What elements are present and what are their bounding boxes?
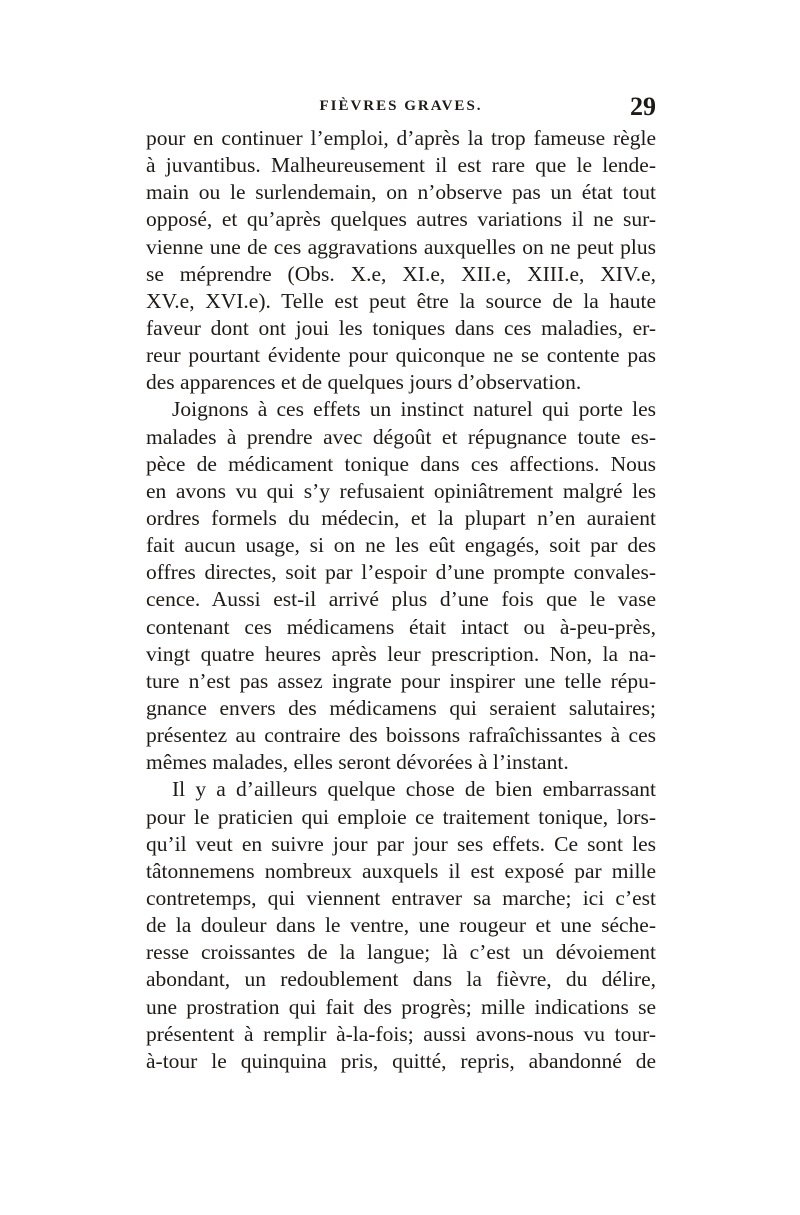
text-line: vingt quatre heures après leur prescription. Non, la na- — [146, 641, 656, 666]
text-line: fait aucun usage, si on ne les eût engagés, soit par des — [146, 533, 656, 558]
text-line: XV.e, XVI.e). Telle est peut être la source de la haute — [146, 288, 656, 313]
paragraph-end-line: des apparences et de quelques jours d’observation. — [146, 370, 582, 395]
text-line: abondant, un redoublement dans la fièvre, du délire, — [146, 967, 656, 992]
paragraph-start-line: Joignons à ces effets un instinct naturel qui porte les — [172, 397, 656, 422]
paragraph-end-line: mêmes malades, elles seront dévorées à l’instant. — [146, 750, 569, 775]
text-line: à-tour le quinquina pris, quitté, repris, abandonné de — [146, 1048, 656, 1073]
running-head — [146, 92, 656, 124]
text-line: présentez au contraire des boissons rafraîchissantes à ces — [146, 723, 656, 748]
text-line: offres directes, soit par l’espoir d’une prompte convales- — [146, 560, 656, 585]
text-line: contretemps, qui viennent entraver sa marche; ici c’est — [146, 885, 656, 910]
text-line: malades à prendre avec dégoût et répugnance toute es- — [146, 424, 656, 449]
text-line: cence. Aussi est-il arrivé plus d’une fois que le vase — [146, 587, 656, 612]
text-line: pour le praticien qui emploie ce traitement tonique, lors- — [146, 804, 656, 829]
text-line: une prostration qui fait des progrès; mille indications se — [146, 994, 656, 1019]
text-line: en avons vu qui s’y refusaient opiniâtrement malgré les — [146, 478, 656, 503]
text-line: resse croissantes de la langue; là c’est un dévoiement — [146, 940, 656, 965]
text-line: de la douleur dans le ventre, une rougeur et une séche- — [146, 913, 656, 938]
text-line: reur pourtant évidente pour quiconque ne se contente pas — [146, 343, 656, 368]
text-line: présentent à remplir à-la-fois; aussi avons-nous vu tour- — [146, 1021, 656, 1046]
text-line: gnance envers des médicamens qui seraient salutaires; — [146, 695, 656, 720]
page-number: 29 — [630, 92, 656, 121]
text-line: à juvantibus. Malheureusement il est rare que le lende- — [146, 153, 656, 178]
text-line: vienne une de ces aggravations auxquelles on ne peut plus — [146, 234, 656, 259]
paragraph-start-line: Il y a d’ailleurs quelque chose de bien embarrassant — [172, 777, 656, 802]
text-line: tâtonnemens nombreux auxquels il est exposé par mille — [146, 858, 656, 883]
text-line: main ou le surlendemain, on n’observe pas un état tout — [146, 180, 656, 205]
body-text — [146, 125, 656, 1075]
text-line: pour en continuer l’emploi, d’après la trop fameuse règle — [146, 126, 656, 150]
text-line: ordres formels du médecin, et la plupart n’en auraient — [146, 505, 656, 530]
text-line: opposé, et qu’après quelques autres variations il ne sur- — [146, 207, 656, 232]
text-line: faveur dont ont joui les toniques dans ces maladies, er- — [146, 315, 656, 340]
text-line: ture n’est pas assez ingrate pour inspirer une telle répu- — [146, 668, 656, 693]
text-line: qu’il veut en suivre jour par jour ses effets. Ce sont les — [146, 831, 656, 856]
text-line: se méprendre (Obs. X.e, XI.e, XII.e, XIII.e, XIV.e, — [146, 261, 656, 286]
running-title: FIÈVRES GRAVES. — [319, 98, 483, 114]
text-line: contenant ces médicamens était intact ou à-peu-près, — [146, 614, 656, 639]
text-line: pèce de médicament tonique dans ces affections. Nous — [146, 451, 656, 476]
